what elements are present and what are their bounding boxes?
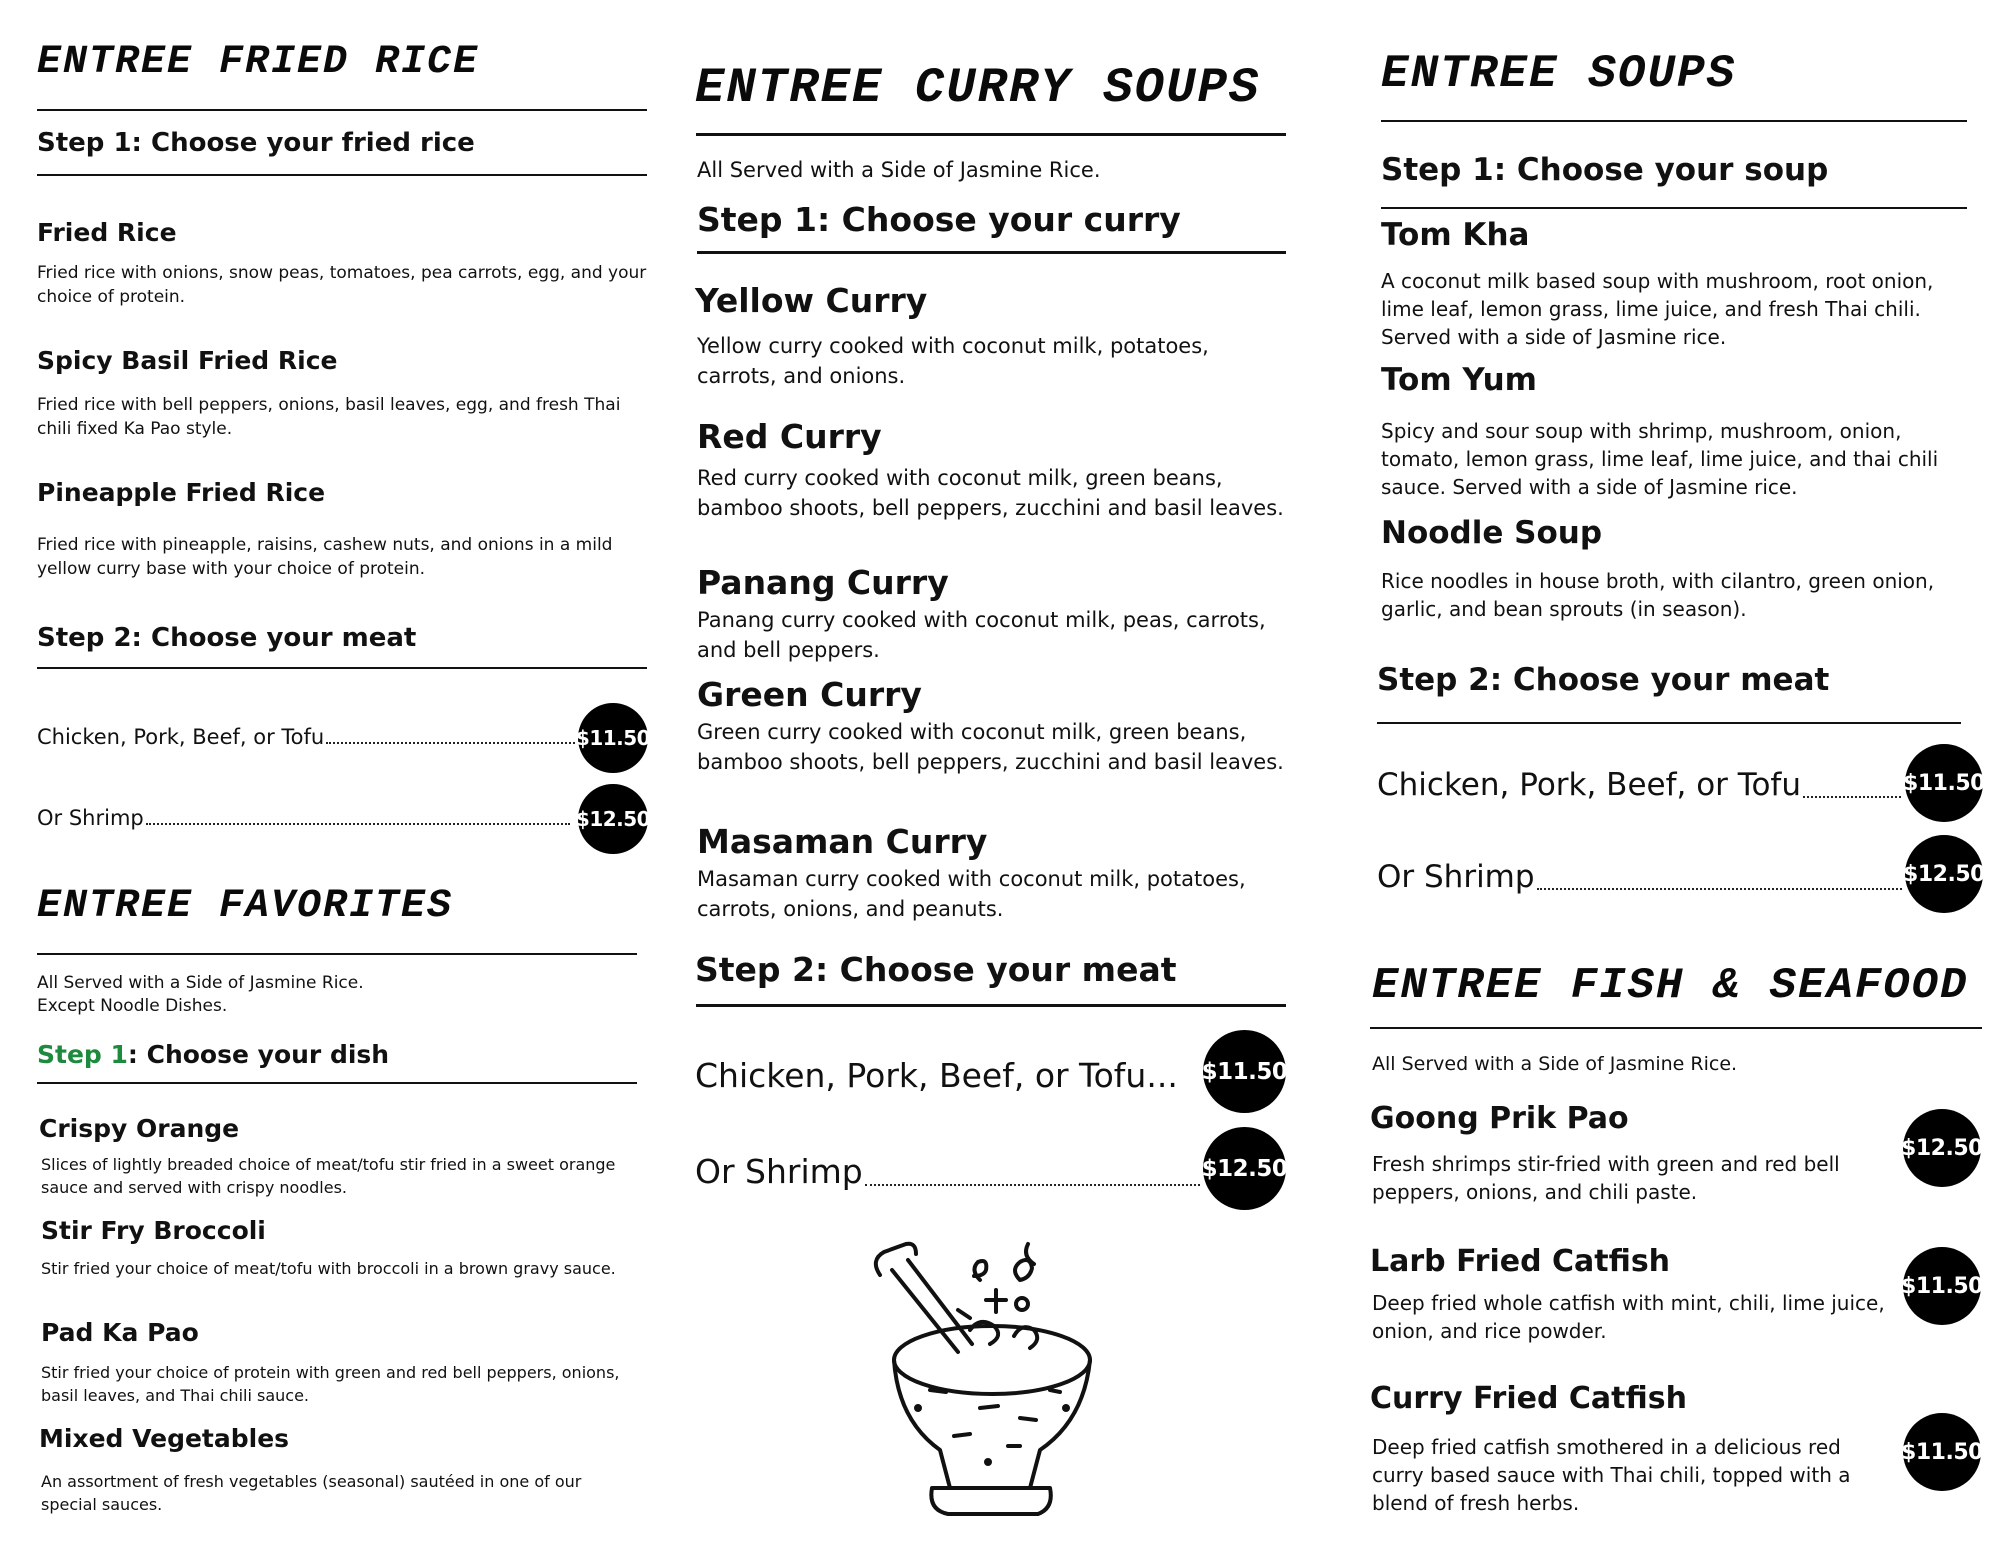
price-badge: $12.50: [1203, 1127, 1286, 1210]
menu-item-name: Mixed Vegetables: [39, 1424, 290, 1453]
curry-step2-heading: Step 2: Choose your meat: [695, 950, 1177, 989]
menu-item-description: Fried rice with pineapple, raisins, cashew nuts, and onions in a mild yellow curry base with your choice of protein.: [37, 535, 613, 579]
dot-leader: [326, 742, 575, 744]
menu-item-description: Red curry cooked with coconut milk, green beans, bamboo shoots, bell peppers, zucchini and basil leaves.: [697, 466, 1284, 520]
fried-rice-title: ENTREE FRIED RICE: [37, 40, 480, 85]
menu-item-name: Goong Prik Pao: [1370, 1101, 1629, 1136]
soups-title: ENTREE SOUPS: [1381, 48, 1737, 100]
dot-leader: [1803, 796, 1901, 798]
menu-item-description: An assortment of fresh vegetables (seasonal) sautéed in one of our special sauces.: [41, 1472, 582, 1514]
price-badge: $11.50: [1903, 1247, 1981, 1325]
fried-rice-step1-heading: Step 1: Choose your fried rice: [37, 128, 475, 158]
menu-item-name: Stir Fry Broccoli: [41, 1216, 266, 1245]
menu-item-description: Rice noodles in house broth, with cilantro, green onion, garlic, and bean sprouts (in season).: [1381, 569, 1935, 621]
note-line: All Served with a Side of Jasmine Rice.: [37, 973, 364, 993]
soups-step2-heading: Step 2: Choose your meat: [1377, 662, 1830, 698]
menu-item-description: Panang curry cooked with coconut milk, peas, carrots, and bell peppers.: [697, 608, 1266, 662]
menu-item-description: Deep fried whole catfish with mint, chili, lime juice, onion, and rice powder.: [1372, 1291, 1885, 1343]
menu-item-name: Red Curry: [697, 417, 882, 456]
menu-item-name: Masaman Curry: [697, 822, 988, 861]
price-line: [37, 798, 570, 830]
divider: [1370, 1027, 1982, 1029]
menu-item-description: Stir fried your choice of meat/tofu with broccoli in a brown gravy sauce.: [41, 1259, 616, 1278]
favorites-note: [37, 972, 364, 1018]
menu-item-name: Fried Rice: [37, 218, 177, 247]
divider: [1377, 722, 1961, 724]
menu-item-name: Green Curry: [697, 675, 922, 714]
divider: [696, 133, 1286, 136]
menu-item-description: Green curry cooked with coconut milk, green beans, bamboo shoots, bell peppers, zucchini and basil leaves.: [697, 720, 1284, 774]
menu-item-name: Spicy Basil Fried Rice: [37, 346, 338, 375]
divider: [1381, 120, 1967, 122]
note-line: Except Noodle Dishes.: [37, 996, 228, 1016]
seafood-note: All Served with a Side of Jasmine Rice.: [1372, 1053, 1738, 1075]
menu-item-description: Spicy and sour soup with shrimp, mushroom, onion, tomato, lemon grass, lime leaf, lime juice, and thai chili sauce. Served with a side of Jasmine rice.: [1381, 419, 1939, 499]
menu-item-name: Pad Ka Pao: [41, 1318, 199, 1347]
price-line-label: Or Shrimp: [1377, 859, 1535, 895]
price-line-label: Or Shrimp: [695, 1152, 863, 1191]
price-line-label: Or Shrimp: [37, 806, 144, 830]
divider: [697, 251, 1286, 254]
price-badge: $11.50: [1203, 1030, 1286, 1113]
step-number: Step 1: [37, 1040, 128, 1069]
fried-rice-step2-heading: Step 2: Choose your meat: [37, 623, 417, 653]
curry-step1-heading: Step 1: Choose your curry: [697, 200, 1181, 239]
menu-item-description: Yellow curry cooked with coconut milk, potatoes, carrots, and onions.: [697, 334, 1209, 388]
price-badge: $12.50: [1905, 835, 1983, 913]
price-line: [37, 717, 575, 749]
favorites-step1-heading: [37, 1040, 389, 1069]
soups-step1-heading: Step 1: Choose your soup: [1381, 152, 1829, 188]
price-line: [695, 1051, 1200, 1095]
divider: [37, 1082, 637, 1084]
price-badge: $11.50: [1905, 744, 1983, 822]
menu-item-name: Larb Fried Catfish: [1370, 1244, 1671, 1279]
menu-item-name: Crispy Orange: [39, 1114, 240, 1143]
price-line-label: Chicken, Pork, Beef, or Tofu: [37, 725, 325, 749]
divider: [696, 1004, 1286, 1007]
menu-item-name: Tom Kha: [1381, 217, 1530, 253]
price-line-label: Chicken, Pork, Beef, or Tofu...: [695, 1056, 1178, 1095]
price-line-label: Chicken, Pork, Beef, or Tofu: [1377, 767, 1801, 803]
price-badge: $12.50: [1903, 1109, 1981, 1187]
price-line: [695, 1147, 1200, 1191]
menu-item-name: Pineapple Fried Rice: [37, 478, 326, 507]
menu-item-name: Panang Curry: [697, 563, 949, 602]
menu-item-description: Fresh shrimps stir-fried with green and red bell peppers, onions, and chili paste.: [1372, 1152, 1840, 1204]
menu-item-name: Tom Yum: [1381, 362, 1537, 398]
menu-item-description: Stir fried your choice of protein with green and red bell peppers, onions, basil leaves, and Thai chili sauce.: [41, 1363, 620, 1405]
menu-item-description: Fried rice with bell peppers, onions, basil leaves, egg, and fresh Thai chili fixed Ka Pao style.: [37, 395, 621, 439]
price-line: [1377, 853, 1902, 895]
menu-item-name: Noodle Soup: [1381, 515, 1603, 551]
mortar-and-pestle-icon: [870, 1240, 1110, 1530]
dot-leader: [865, 1184, 1200, 1186]
dot-leader: [1537, 888, 1902, 890]
curry-note: All Served with a Side of Jasmine Rice.: [697, 158, 1101, 182]
price-badge: $11.50: [1903, 1413, 1981, 1491]
favorites-title: ENTREE FAVORITES: [37, 884, 454, 929]
step-text: : Choose your dish: [127, 1040, 390, 1069]
menu-item-name: Yellow Curry: [695, 281, 928, 320]
price-badge: $12.50: [578, 784, 648, 854]
menu-item-name: Curry Fried Catfish: [1370, 1381, 1687, 1416]
seafood-title: ENTREE FISH & SEAFOOD: [1372, 961, 1969, 1011]
dot-leader: [146, 823, 570, 825]
menu-item-description: Fried rice with onions, snow peas, tomatoes, pea carrots, egg, and your choice of protein.: [37, 263, 647, 307]
price-line: [1377, 761, 1901, 803]
menu-item-description: Slices of lightly breaded choice of meat/tofu stir fried in a sweet orange sauce and served with crispy noodles.: [41, 1155, 616, 1197]
divider: [37, 953, 637, 955]
divider: [37, 109, 647, 111]
menu-item-description: Masaman curry cooked with coconut milk, potatoes, carrots, onions, and peanuts.: [697, 867, 1246, 921]
price-badge: $11.50: [578, 703, 648, 773]
divider: [37, 667, 647, 669]
divider: [37, 174, 647, 176]
divider: [1381, 207, 1967, 209]
menu-item-description: A coconut milk based soup with mushroom, root onion, lime leaf, lemon grass, lime juice, and fresh Thai chili. Served with a side of Jasmine rice.: [1381, 269, 1934, 349]
menu-item-description: Deep fried catfish smothered in a delicious red curry based sauce with Thai chili, topped with a blend of fresh herbs.: [1372, 1435, 1851, 1515]
curry-title: ENTREE CURRY SOUPS: [695, 60, 1261, 116]
